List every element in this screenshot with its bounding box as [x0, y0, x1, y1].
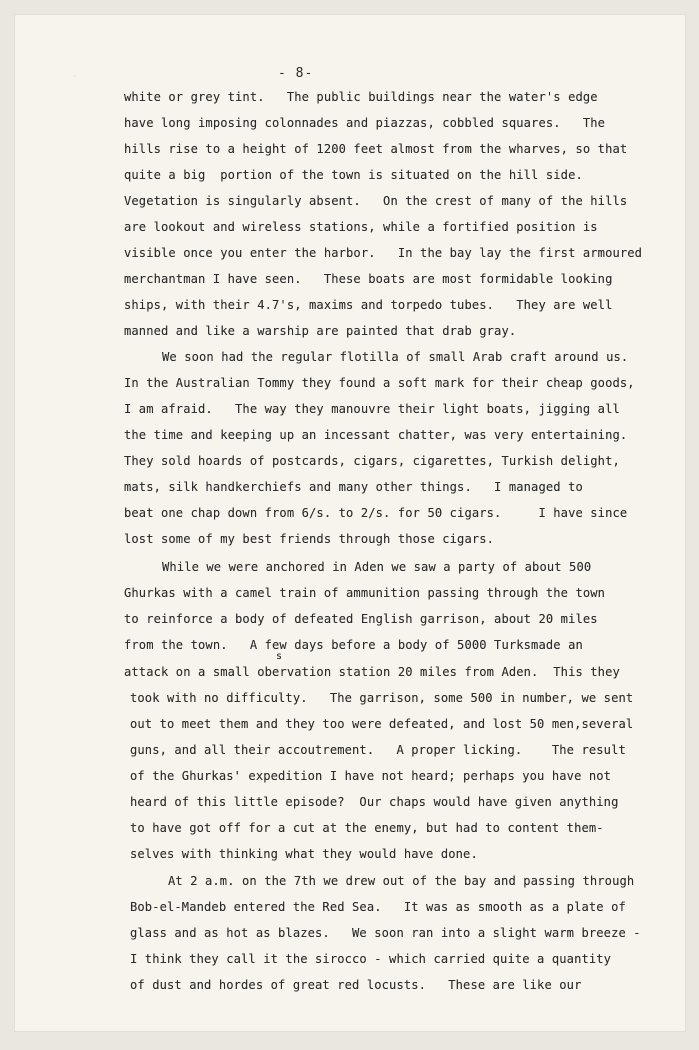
text-line: white or grey tint. The public buildings near the water's edge — [124, 90, 598, 104]
text-line: mats, silk handkerchiefs and many other things. I managed to — [124, 480, 583, 494]
text-line: Bob-el-Mandeb entered the Red Sea. It was as smooth as a plate of — [130, 900, 626, 914]
text-line: hills rise to a height of 1200 feet almost from the wharves, so that — [124, 142, 628, 156]
text-line: to reinforce a body of defeated English garrison, about 20 miles — [124, 612, 598, 626]
text-line: Ghurkas with a camel train of ammunition passing through the town — [124, 586, 606, 600]
text-line: glass and as hot as blazes. We soon ran into a slight warm breeze - — [130, 926, 641, 940]
text-line: of dust and hordes of great red locusts. These are like our — [130, 978, 582, 992]
text-line: At 2 a.m. on the 7th we drew out of the bay and passing through — [168, 874, 635, 888]
typed-letter-page — [14, 14, 686, 1032]
text-line: merchantman I have seen. These boats are most formidable looking — [124, 272, 613, 286]
text-line: from the town. A few days before a body of 5000 Turksmade an — [124, 638, 583, 652]
text-line: lost some of my best friends through those cigars. — [124, 532, 495, 546]
text-line: heard of this little episode? Our chaps would have given anything — [130, 795, 619, 809]
text-line: I think they call it the sirocco - which carried quite a quantity — [130, 952, 612, 966]
text-line: guns, and all their accoutrement. A proper licking. The result — [130, 743, 626, 757]
text-line: I am afraid. The way they manouvre their light boats, jigging all — [124, 402, 620, 416]
text-line: the time and keeping up an incessant chatter, was very entertaining. — [124, 428, 628, 442]
page-number: - 8- — [278, 66, 314, 81]
text-line: are lookout and wireless stations, while a fortified position is — [124, 220, 598, 234]
text-line: quite a big portion of the town is situated on the hill side. — [124, 168, 583, 182]
text-line: In the Australian Tommy they found a soft mark for their cheap goods, — [124, 376, 635, 390]
text-line: to have got off for a cut at the enemy, but had to content them- — [130, 821, 604, 835]
text-line: beat one chap down from 6/s. to 2/s. for 50 cigars. I have since — [124, 506, 628, 520]
text-line: While we were anchored in Aden we saw a party of about 500 — [162, 560, 592, 574]
text-line: have long imposing colonnades and piazzas, cobbled squares. The — [124, 116, 606, 130]
paper-edge-mark: · — [72, 72, 78, 82]
text-line: manned and like a warship are painted that drab gray. — [124, 324, 517, 338]
text-line: took with no difficulty. The garrison, some 500 in number, we sent — [130, 691, 634, 705]
text-line: Vegetation is singularly absent. On the crest of many of the hills — [124, 194, 628, 208]
text-line: We soon had the regular flotilla of small Arab craft around us. — [162, 350, 629, 364]
text-line: ships, with their 4.7's, maxims and torpedo tubes. They are well — [124, 298, 613, 312]
text-line: attack on a small obervation station 20 miles from Aden. This they — [124, 665, 620, 679]
text-line: of the Ghurkas' expedition I have not heard; perhaps you have not — [130, 769, 612, 783]
text-line: selves with thinking what they would have done. — [130, 847, 478, 861]
text-line: out to meet them and they too were defeated, and lost 50 men,several — [130, 717, 634, 731]
text-line: They sold hoards of postcards, cigars, cigarettes, Turkish delight, — [124, 454, 620, 468]
interlinear-insert: s — [276, 651, 283, 662]
text-line: visible once you enter the harbor. In the bay lay the first armoured — [124, 246, 643, 260]
